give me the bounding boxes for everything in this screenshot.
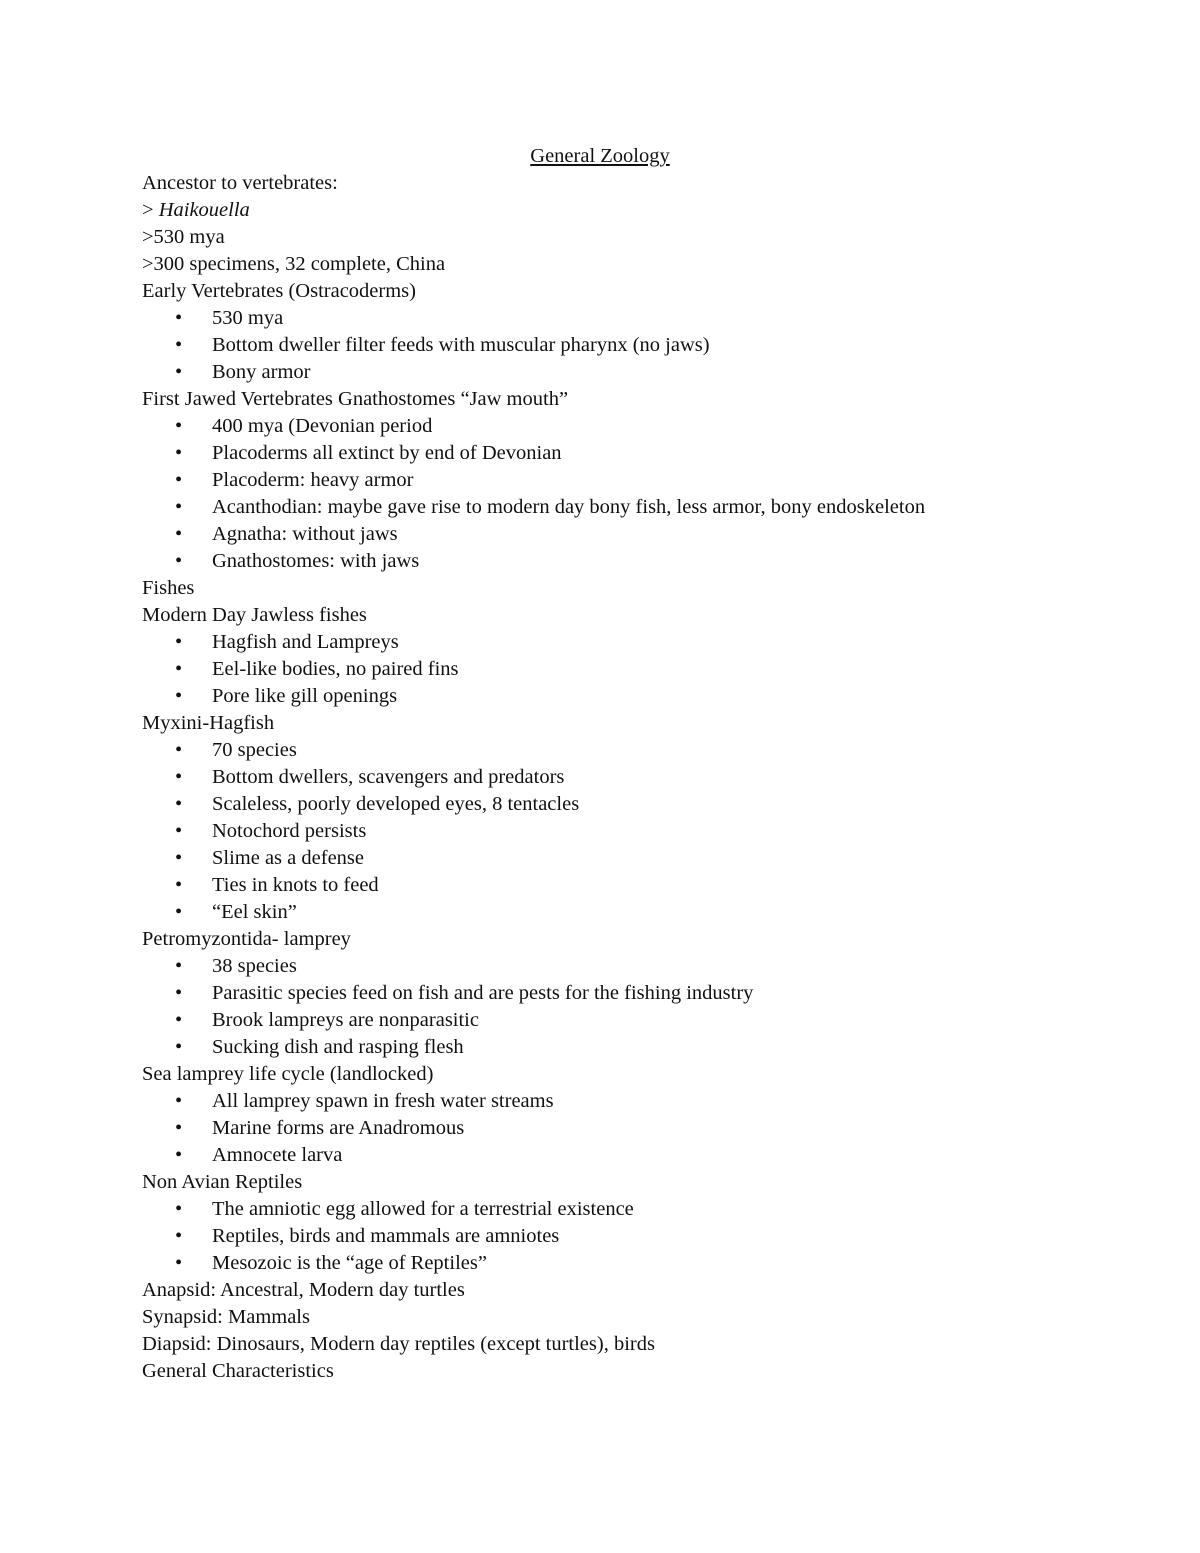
bullet-text: Notochord persists: [212, 820, 367, 842]
bullet-icon: •: [175, 334, 183, 356]
bullet-icon: •: [175, 1117, 183, 1139]
sections: [142, 278, 1142, 1385]
bullet-icon: •: [175, 1036, 183, 1058]
bullet-text: Reptiles, birds and mammals are amniotes: [212, 1225, 560, 1247]
bullet-text: Agnatha: without jaws: [212, 523, 398, 545]
section-heading: Myxini-Hagfish: [142, 712, 275, 734]
bullet-item: [142, 521, 1142, 548]
bullet-icon: •: [175, 1225, 183, 1247]
bullet-icon: •: [175, 550, 183, 572]
bullet-item: [142, 548, 1142, 575]
bullet-text: Amnocete larva: [212, 1144, 343, 1166]
section-heading: First Jawed Vertebrates Gnathostomes “Jaw mouth”: [142, 388, 569, 410]
bullet-icon: •: [175, 631, 183, 653]
bullet-text: Brook lampreys are nonparasitic: [212, 1009, 479, 1031]
bullet-icon: •: [175, 955, 183, 977]
bullet-item: [142, 1250, 1142, 1277]
bullet-item: [142, 1142, 1142, 1169]
bullet-text: 530 mya: [212, 307, 284, 329]
bullet-text: All lamprey spawn in fresh water streams: [212, 1090, 554, 1112]
bullet-icon: •: [175, 793, 183, 815]
bullet-text: 70 species: [212, 739, 297, 761]
bullet-text: The amniotic egg allowed for a terrestrial existence: [212, 1198, 634, 1220]
bullet-item: [142, 305, 1142, 332]
bullet-text: Hagfish and Lampreys: [212, 631, 399, 653]
bullet-icon: •: [175, 874, 183, 896]
bullet-icon: •: [175, 1144, 183, 1166]
bullet-item: [142, 1223, 1142, 1250]
bullet-icon: •: [175, 1009, 183, 1031]
ancestor-line: >530 mya: [142, 226, 225, 248]
bullet-item: [142, 359, 1142, 386]
bullet-icon: •: [175, 685, 183, 707]
bullet-item: [142, 764, 1142, 791]
bullet-icon: •: [175, 442, 183, 464]
ancestor-name-line: [142, 197, 1142, 224]
bullet-item: [142, 683, 1142, 710]
bullet-text: Sucking dish and rasping flesh: [212, 1036, 464, 1058]
section-heading: Synapsid: Mammals: [142, 1306, 310, 1328]
bullet-icon: •: [175, 901, 183, 923]
bullet-text: Slime as a defense: [212, 847, 364, 869]
bullet-text: Bottom dweller filter feeds with muscular pharynx (no jaws): [212, 334, 710, 356]
bullet-item: [142, 899, 1142, 926]
bullet-item: [142, 494, 1142, 521]
bullet-icon: •: [175, 847, 183, 869]
bullet-icon: •: [175, 469, 183, 491]
bullet-icon: •: [175, 496, 183, 518]
bullet-icon: •: [175, 361, 183, 383]
section-heading: Modern Day Jawless fishes: [142, 604, 367, 626]
bullet-text: Scaleless, poorly developed eyes, 8 tentacles: [212, 793, 580, 815]
bullet-text: 38 species: [212, 955, 297, 977]
bullet-item: [142, 1088, 1142, 1115]
bullet-icon: •: [175, 1090, 183, 1112]
bullet-item: [142, 845, 1142, 872]
section-heading: Early Vertebrates (Ostracoderms): [142, 280, 416, 302]
bullet-text: Gnathostomes: with jaws: [212, 550, 420, 572]
bullet-item: [142, 1034, 1142, 1061]
bullet-text: Pore like gill openings: [212, 685, 398, 707]
bullet-item: [142, 980, 1142, 1007]
bullet-item: [142, 1007, 1142, 1034]
bullet-icon: •: [175, 307, 183, 329]
bullet-item: [142, 737, 1142, 764]
bullet-text: Ties in knots to feed: [212, 874, 379, 896]
bullet-item: [142, 791, 1142, 818]
bullet-icon: •: [175, 982, 183, 1004]
section-heading: General Characteristics: [142, 1360, 334, 1382]
bullet-item: [142, 953, 1142, 980]
bullet-text: Bottom dwellers, scavengers and predators: [212, 766, 565, 788]
bullet-item: [142, 332, 1142, 359]
ancestor-prefix: >: [142, 199, 159, 221]
bullet-icon: •: [175, 658, 183, 680]
bullet-item: [142, 629, 1142, 656]
bullet-icon: •: [175, 739, 183, 761]
bullet-item: [142, 1196, 1142, 1223]
bullet-text: Mesozoic is the “age of Reptiles”: [212, 1252, 487, 1274]
bullet-icon: •: [175, 415, 183, 437]
bullet-icon: •: [175, 523, 183, 545]
section-heading: Anapsid: Ancestral, Modern day turtles: [142, 1279, 465, 1301]
page-title: General Zoology: [530, 145, 670, 167]
bullet-icon: •: [175, 1198, 183, 1220]
bullet-item: [142, 818, 1142, 845]
bullet-text: “Eel skin”: [212, 901, 297, 923]
document-body: [142, 170, 1142, 1385]
bullet-item: [142, 872, 1142, 899]
bullet-icon: •: [175, 1252, 183, 1274]
section-heading: Fishes: [142, 577, 195, 599]
bullet-text: Parasitic species feed on fish and are pests for the fishing industry: [212, 982, 754, 1004]
bullet-item: [142, 413, 1142, 440]
section-heading: Non Avian Reptiles: [142, 1171, 303, 1193]
bullet-text: Acanthodian: maybe gave rise to modern day bony fish, less armor, bony endoskeleton: [212, 496, 926, 518]
bullet-text: Marine forms are Anadromous: [212, 1117, 465, 1139]
ancestor-heading: Ancestor to vertebrates:: [142, 172, 338, 194]
bullet-item: [142, 440, 1142, 467]
ancestor-name: Haikouella: [158, 199, 250, 221]
bullet-text: Bony armor: [212, 361, 311, 383]
bullet-item: [142, 467, 1142, 494]
section-heading: Petromyzontida- lamprey: [142, 928, 351, 950]
bullet-text: Placoderms all extinct by end of Devonian: [212, 442, 562, 464]
bullet-icon: •: [175, 820, 183, 842]
section-heading: Sea lamprey life cycle (landlocked): [142, 1063, 434, 1085]
bullet-item: [142, 1115, 1142, 1142]
bullet-icon: •: [175, 766, 183, 788]
bullet-text: 400 mya (Devonian period: [212, 415, 433, 437]
bullet-item: [142, 656, 1142, 683]
bullet-text: Eel-like bodies, no paired fins: [212, 658, 459, 680]
section-heading: Diapsid: Dinosaurs, Modern day reptiles (except turtles), birds: [142, 1333, 655, 1355]
bullet-text: Placoderm: heavy armor: [212, 469, 414, 491]
ancestor-line: >300 specimens, 32 complete, China: [142, 253, 446, 275]
